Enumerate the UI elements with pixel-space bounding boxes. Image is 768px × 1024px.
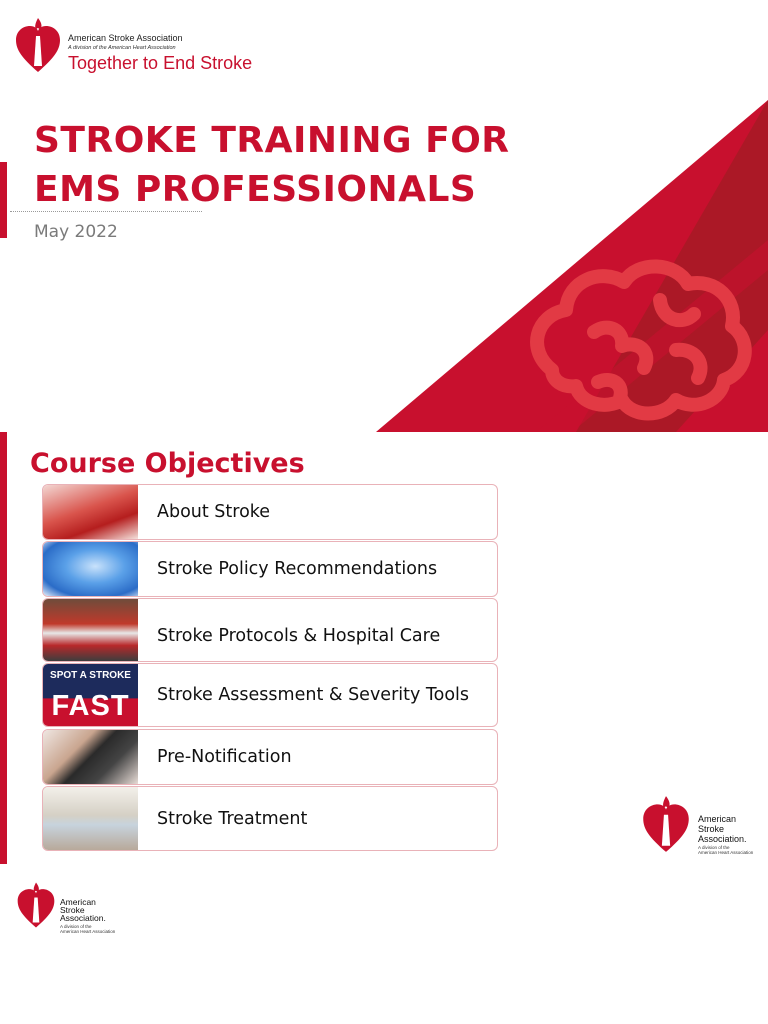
heart-torch-icon [638, 794, 694, 854]
brain-scan-image [43, 542, 138, 596]
section-heading: Course Objectives [30, 448, 305, 479]
objective-label: Stroke Treatment [157, 808, 308, 829]
phone-in-hand-image [43, 730, 138, 784]
objective-card-prenotification[interactable] [42, 729, 498, 785]
heart-torch-icon [14, 16, 62, 74]
ambulance-image [43, 599, 138, 661]
objective-label: Stroke Protocols & Hospital Care [157, 626, 441, 646]
logo-text-line-5: American Heart Association [60, 929, 116, 934]
spot-a-stroke-text: SPOT A STROKE [50, 670, 131, 681]
objective-label: About Stroke [157, 502, 271, 522]
logo-text-line-1: American [60, 897, 96, 907]
publication-date: May 2022 [34, 222, 118, 242]
hero-brain-graphic [376, 100, 768, 432]
title-accent-bar [0, 162, 7, 238]
objective-card-protocols[interactable] [42, 598, 498, 662]
logo-text-line-4: A division of the [698, 845, 730, 850]
logo-text-line-4: A division of the [60, 924, 92, 929]
objective-card-assessment[interactable] [42, 663, 498, 727]
tagline: Together to End Stroke [68, 53, 253, 73]
logo-text-line-3: Association. [698, 834, 747, 844]
asa-logo-right [638, 794, 768, 858]
logo-text-line-3: Association. [60, 913, 106, 923]
org-subtitle: A division of the American Heart Association [68, 45, 176, 51]
org-name: American Stroke Association [68, 33, 183, 43]
logo-text-line-2: Stroke [698, 824, 725, 834]
spot-a-stroke-fast-image [43, 664, 138, 726]
objective-label: Pre-Notification [157, 747, 292, 767]
fast-text: FAST [51, 690, 130, 722]
objective-label: Stroke Policy Recommendations [157, 559, 438, 579]
asa-logo-bottom [16, 880, 156, 944]
title-line-1: STROKE TRAINING FOR [34, 120, 510, 161]
dotted-divider [10, 211, 202, 212]
medication-vials-image [43, 787, 138, 850]
asa-header-logo [14, 16, 274, 74]
heart-torch-icon [16, 880, 56, 930]
objective-card-policy[interactable] [42, 541, 498, 597]
objective-card-about-stroke[interactable] [42, 484, 498, 540]
logo-text-line-5: American Heart Association [698, 850, 754, 855]
objectives-accent-bar [0, 432, 7, 864]
logo-text-line-1: American [698, 814, 737, 824]
artery-clot-image [43, 485, 138, 539]
objective-label: Stroke Assessment & Severity Tools [157, 685, 470, 705]
logo-text-line-2: Stroke [60, 905, 85, 915]
title-line-2: EMS PROFESSIONALS [34, 169, 477, 210]
objective-card-treatment[interactable] [42, 786, 498, 851]
